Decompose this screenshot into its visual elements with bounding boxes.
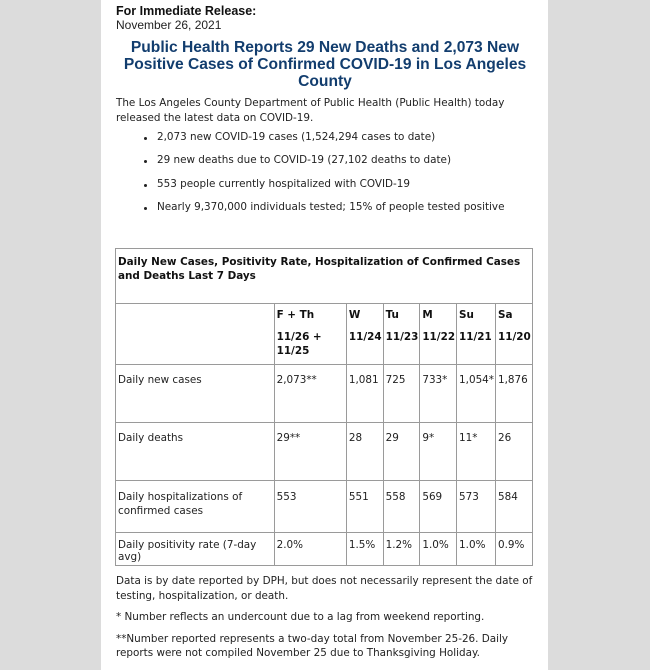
table-cell: 1.5% (346, 533, 383, 566)
table-cell: 573 (457, 481, 496, 533)
row-label: Daily positivity rate (7-day avg) (116, 533, 275, 566)
row-label: Daily deaths (116, 423, 275, 481)
table-cell: 733* (420, 365, 457, 423)
table-row (116, 423, 533, 481)
table-cell: 1,054* (457, 365, 496, 423)
table-cell: 0.9% (496, 533, 533, 566)
table-cell: 2.0% (274, 533, 346, 566)
column-day: W (348, 309, 361, 321)
column-header (496, 304, 533, 365)
table-cell: 1,081 (346, 365, 383, 423)
table-cell: 1.2% (383, 533, 420, 566)
table-cell: 29** (274, 423, 346, 481)
table-cell: 1.0% (420, 533, 457, 566)
column-day: F + Th (276, 309, 315, 321)
intro-paragraph: The Los Angeles County Department of Public Health (Public Health) today released the latest data on COVID-19. (116, 97, 505, 124)
table-row (116, 481, 533, 533)
column-date: 11/23 (385, 331, 419, 343)
column-day: Su (459, 309, 474, 321)
column-date: 11/26 + 11/25 (276, 331, 322, 357)
footnotes (116, 574, 541, 668)
column-day: Sa (498, 309, 513, 321)
column-header (420, 304, 457, 365)
release-date: November 26, 2021 (116, 18, 222, 32)
two-day-total-note: **Number reported represents a two-day total from November 25-26. Daily reports were not compiled November 25 due to Thanksgiving Holiday. (116, 632, 509, 659)
column-date: 11/20 (498, 331, 531, 343)
empty-header-cell (116, 304, 275, 365)
column-header (457, 304, 496, 365)
table-cell: 553 (274, 481, 346, 533)
column-header (383, 304, 420, 365)
column-date: 11/22 (422, 331, 456, 343)
row-label: Daily hospitalizations of confirmed cases (116, 481, 275, 533)
table-row (116, 533, 533, 566)
table-header-row (116, 304, 533, 365)
column-day: M (422, 309, 433, 321)
table-cell: 1,876 (496, 365, 533, 423)
list-item: 2,073 new COVID-19 cases (1,524,294 cases to date) (141, 131, 504, 154)
column-header (346, 304, 383, 365)
key-stats-list (141, 131, 504, 225)
page-title: Public Health Reports 29 New Deaths and 2,073 New Positive Cases of Confirmed COVID-19 in Los Angeles County (123, 39, 527, 90)
list-item: Nearly 9,370,000 individuals tested; 15% of people tested positive (141, 201, 504, 224)
release-label: For Immediate Release: (116, 4, 257, 18)
table-cell: 551 (346, 481, 383, 533)
row-label: Daily new cases (116, 365, 275, 423)
table-cell: 28 (346, 423, 383, 481)
table-cell: 584 (496, 481, 533, 533)
daily-stats-table (115, 248, 533, 566)
table-cell: 2,073** (274, 365, 346, 423)
column-day: Tu (385, 309, 399, 321)
table-cell: 11* (457, 423, 496, 481)
undercount-note: * Number reflects an undercount due to a lag from weekend reporting. (116, 611, 485, 623)
data-note: Data is by date reported by DPH, but does not necessarily represent the date of testing, hospitalization, or death. (116, 575, 533, 602)
table-cell: 725 (383, 365, 420, 423)
column-date: 11/21 (459, 331, 492, 343)
table-row (116, 365, 533, 423)
table-cell: 558 (383, 481, 420, 533)
column-header (274, 304, 346, 365)
table-cell: 9* (420, 423, 457, 481)
table-caption: Daily New Cases, Positivity Rate, Hospitalization of Confirmed Cases and Deaths Last 7 Days (116, 249, 533, 304)
list-item: 553 people currently hospitalized with COVID-19 (141, 178, 504, 201)
press-release-page (101, 0, 548, 670)
table-cell: 569 (420, 481, 457, 533)
table-cell: 26 (496, 423, 533, 481)
table-cell: 1.0% (457, 533, 496, 566)
column-date: 11/24 (348, 331, 382, 343)
table-cell: 29 (383, 423, 420, 481)
list-item: 29 new deaths due to COVID-19 (27,102 deaths to date) (141, 154, 504, 177)
